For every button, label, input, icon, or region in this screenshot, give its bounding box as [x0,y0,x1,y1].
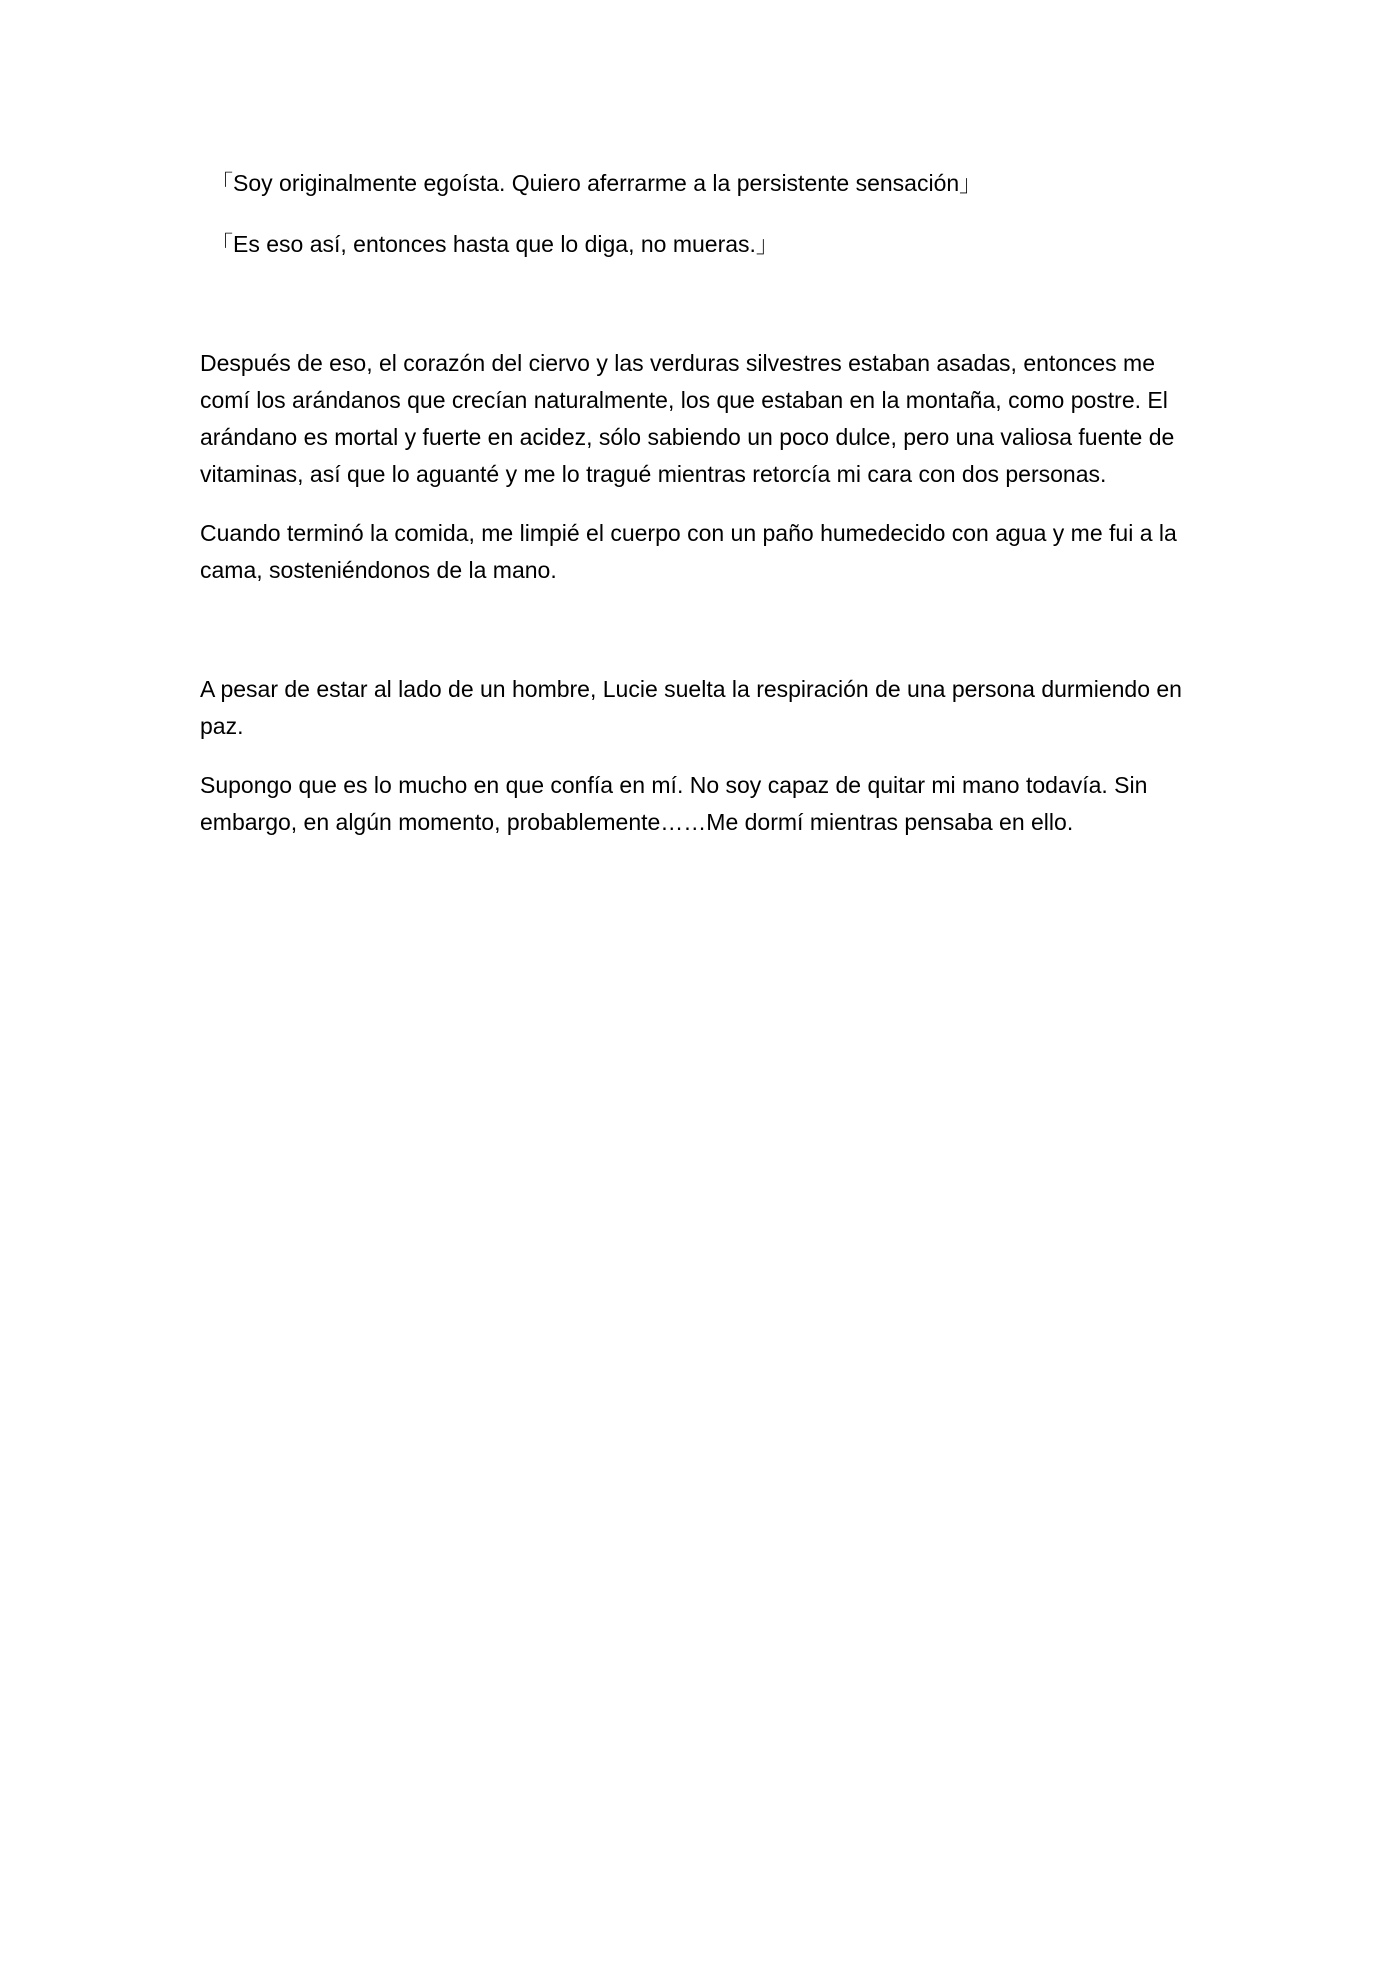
paragraph-dinner: Después de eso, el corazón del ciervo y las verduras silvestres estaban asadas, entonces me comí los arándanos que crecían naturalmente, los que estaban en la montaña, como postre. El arándano es mortal y fuerte en acidez, sólo sabiendo un poco dulce, pero una valiosa fuente de vitaminas, así que lo aguanté y me lo tragué mientras retorcía mi cara con dos personas. [200,350,1175,487]
dialogue-line-2: 「Es eso así, entonces hasta que lo diga, no mueras.」 [210,231,779,257]
document-body [200,165,1210,841]
paragraph-falling-asleep: Supongo que es lo mucho en que confía en mí. No soy capaz de quitar mi mano todavía. Sin embargo, en algún momento, probablemente……Me dormí mientras pensaba en ello. [200,772,1148,835]
dialogue-line-1: 「Soy originalmente egoísta. Quiero aferrarme a la persistente sensación」 [210,170,983,196]
paragraph-lucie-sleeping: A pesar de estar al lado de un hombre, Lucie suelta la respiración de una persona durmiendo en paz. [200,676,1182,739]
paragraph-bedtime: Cuando terminó la comida, me limpié el cuerpo con un paño humedecido con agua y me fui a la cama, sosteniéndonos de la mano. [200,520,1177,583]
